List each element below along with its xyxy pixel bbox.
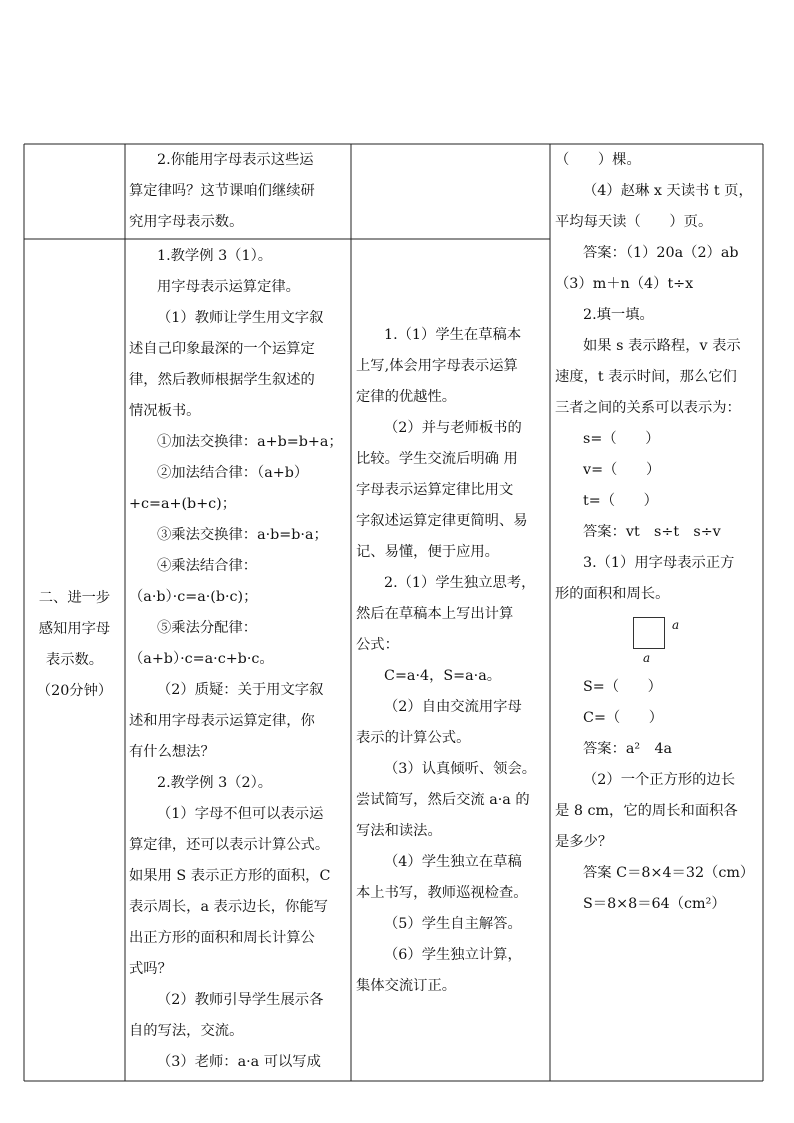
- text-line: （a+b）·c=a·c+b·c。: [129, 651, 274, 667]
- text-line: （4）赵琳 x 天读书 t 页，: [583, 183, 753, 199]
- teacher-activity-top-cell: [129, 145, 349, 238]
- text-line: 然后在草稿本上写出计算: [356, 606, 514, 622]
- text-line: 形的面积和周长。: [555, 586, 670, 602]
- square-bottom-label: a: [643, 651, 651, 665]
- text-line: 公式：: [356, 637, 399, 653]
- text-line: 述和用字母表示运算定律，你: [129, 713, 315, 729]
- text-line: 是多少？: [555, 834, 613, 850]
- text-line: 如果用 S 表示正方形的面积，C: [129, 868, 331, 884]
- text-line: 表示周长，a 表示边长，你能写: [129, 899, 328, 915]
- text-line: 自的写法，交流。: [129, 1023, 244, 1039]
- text-line: ①加法交换律：a+b=b+a；: [157, 434, 343, 450]
- text-line: 2.教学例 3（2）。: [157, 775, 273, 791]
- text-line: （2）质疑：关于用文字叙: [157, 682, 324, 698]
- text-line: C=a·4，S=a·a。: [384, 668, 502, 684]
- text-line: 是 8 cm，它的周长和面积各: [555, 803, 738, 819]
- student-activity-cell: [356, 320, 550, 1002]
- text-line: （2）并与老师板书的: [384, 420, 522, 436]
- text-line: 如果 s 表示路程，v 表示: [583, 338, 741, 354]
- square-figure: [555, 610, 765, 672]
- text-line: 平均每天读（ ）页。: [555, 214, 713, 230]
- text-line: C=（ ）: [583, 710, 664, 726]
- text-line: 算定律，还可以表示计算公式。: [129, 837, 330, 853]
- text-line: 集体交流订正。: [356, 978, 457, 994]
- text-line: 写法和读法。: [356, 823, 442, 839]
- text-line: （6）学生独立计算，: [384, 947, 522, 963]
- text-line: 2.填一填。: [583, 307, 654, 323]
- stage-line: 二、进一步: [38, 590, 111, 606]
- text-line: 字叙述运算定律更简明、易: [356, 513, 528, 529]
- text-line: 比较。学生交流后明确 用: [356, 451, 518, 467]
- text-line: S=（ ）: [583, 679, 662, 695]
- text-line: t=（ ）: [583, 493, 658, 509]
- text-line: （1）教师让学生用文字叙: [157, 310, 324, 326]
- text-line: 上写,体会用字母表示运算: [356, 358, 518, 374]
- text-line: 答案：vt s÷t s÷v: [583, 524, 721, 540]
- text-line: 记、易懂，便于应用。: [356, 544, 499, 560]
- teacher-activity-cell: [129, 241, 349, 1078]
- text-line: 律，然后教师根据学生叙述的: [129, 372, 315, 388]
- text-line: +c=a+(b+c)；: [129, 496, 237, 512]
- text-line: （2）自由交流用字母: [384, 699, 522, 715]
- text-line: （3）老师：a·a 可以写成: [157, 1054, 321, 1070]
- text-line: （3）m＋n（4）t÷x: [555, 276, 694, 292]
- text-line: （2）教师引导学生展示各: [157, 992, 324, 1008]
- text-line: s=（ ）: [583, 431, 660, 447]
- text-line: （3）认真倾听、领会。: [384, 761, 537, 777]
- text-line: 有什么想法？: [129, 744, 215, 760]
- text-line: 本上书写，教师巡视检查。: [356, 885, 528, 901]
- text-line: 三者之间的关系可以表示为：: [555, 400, 741, 416]
- text-line: 1.（1）学生在草稿本: [384, 327, 522, 343]
- text-line: 定律的优越性。: [356, 389, 457, 405]
- text-line: 述自己印象最深的一个运算定: [129, 341, 315, 357]
- text-line: （a·b）·c=a·(b·c)；: [129, 589, 258, 605]
- square-side-label: a: [672, 618, 680, 632]
- text-line: 答案 C＝8×4＝32（cm）: [583, 865, 755, 881]
- text-line: 用字母表示运算定律。: [157, 279, 300, 295]
- text-line: 答案：（1）20a（2）ab: [583, 245, 739, 261]
- text-line: v=（ ）: [583, 462, 661, 478]
- text-line: （5）学生自主解答。: [384, 916, 522, 932]
- text-line: 2.你能用字母表示这些运: [157, 152, 314, 168]
- text-line: 3.（1）用字母表示正方: [583, 555, 735, 571]
- text-line: 答案：a² 4a: [583, 741, 673, 757]
- exercise-cell: [555, 145, 765, 920]
- text-line: ③乘法交换律：a·b=b·a；: [157, 527, 328, 543]
- text-line: 字母表示运算定律比用文: [356, 482, 514, 498]
- square-shape: [633, 617, 665, 649]
- text-line: 算定律吗？这节课咱们继续研: [129, 183, 315, 199]
- stage-cell: [24, 583, 125, 707]
- text-line: 出正方形的面积和周长计算公: [129, 930, 315, 946]
- text-line: ④乘法结合律：: [157, 558, 258, 574]
- text-line: 速度，t 表示时间，那么它们: [555, 369, 737, 385]
- text-line: ⑤乘法分配律：: [157, 620, 258, 636]
- text-line: 表示的计算公式。: [356, 730, 471, 746]
- text-line: ②加法结合律：（a+b）: [157, 465, 309, 481]
- text-line: S＝8×8＝64（cm²）: [583, 896, 726, 912]
- text-line: 究用字母表示数。: [129, 214, 244, 230]
- text-line: 尝试简写，然后交流 a·a 的: [356, 792, 530, 808]
- text-line: （1）字母不但可以表示运: [157, 806, 324, 822]
- text-line: 式吗？: [129, 961, 172, 977]
- stage-line: 感知用字母: [38, 621, 111, 637]
- text-line: （4）学生独立在草稿: [384, 854, 522, 870]
- text-line: 情况板书。: [129, 403, 201, 419]
- stage-line: （20分钟）: [36, 683, 113, 699]
- text-line: 1.教学例 3（1）。: [157, 248, 273, 264]
- stage-line: 表示数。: [45, 652, 104, 668]
- text-line: 2.（1）学生独立思考，: [384, 575, 536, 591]
- text-line: （2）一个正方形的边长: [583, 772, 736, 788]
- text-line: （ ）棵。: [555, 152, 641, 168]
